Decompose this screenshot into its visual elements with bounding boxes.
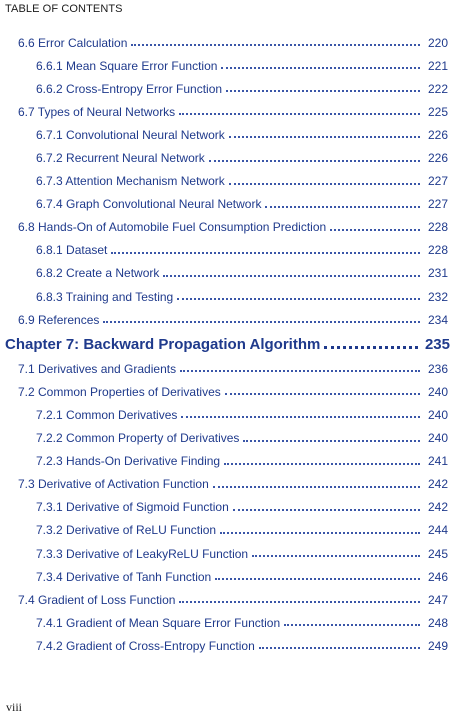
toc-entry-page: 240 [427,384,448,399]
toc-entry-page: 220 [427,35,448,50]
toc-entry-page: 225 [427,104,448,119]
toc-entry-page: 227 [427,174,448,189]
page-number: viii [6,700,23,714]
toc-entry-title: 6.7.3 Attention Mechanism Network [36,174,225,189]
toc-entry-title: 7.4.2 Gradient of Cross-Entropy Function [36,638,255,653]
dot-leader [243,431,420,442]
toc-entry[interactable] [0,100,461,123]
toc-entry-page: 228 [427,220,448,235]
toc-entry-page: 234 [427,312,448,327]
toc-entry[interactable] [0,262,461,285]
toc-entry-title: 6.6.2 Cross-Entropy Error Function [36,81,223,96]
toc-entry[interactable] [0,31,461,54]
toc-entry-page: 226 [427,127,448,142]
toc-entry[interactable] [0,380,461,403]
toc-entry[interactable] [0,565,461,588]
toc-entry-title: 7.4.1 Gradient of Mean Square Error Function [36,615,281,630]
toc-entry-page: 249 [427,638,448,653]
toc-entry-title: 7.3.1 Derivative of Sigmoid Function [36,500,229,515]
dot-leader [229,174,420,185]
toc-chapter-entry[interactable] [0,331,461,357]
toc-entry-title: 7.2.2 Common Property of Derivatives [36,431,240,446]
toc-entry-page: 228 [427,243,448,258]
toc-entry-page: 236 [427,361,448,376]
toc-entry[interactable] [0,542,461,565]
toc-entry[interactable] [0,239,461,262]
toc-entry-page: 242 [427,500,448,515]
toc-entry-page: 226 [427,151,448,166]
dot-leader [179,592,420,603]
toc-entry-title: 6.8.3 Training and Testing [36,289,174,304]
dot-leader [225,384,420,395]
toc-entry-page: 235 [424,335,450,353]
dot-leader [252,546,420,557]
toc-entry-page: 244 [427,523,448,538]
toc-entry-title: 7.2 Common Properties of Derivatives [18,384,221,399]
dot-leader [220,523,420,534]
toc-entry-title: 7.3.4 Derivative of Tanh Function [36,569,212,584]
toc-entry-title: 7.3 Derivative of Activation Function [18,477,209,492]
toc-entry[interactable] [0,496,461,519]
toc-entry-title: Chapter 7: Backward Propagation Algorithm [5,335,321,353]
toc-entry-page: 221 [427,58,448,73]
toc-entry[interactable] [0,450,461,473]
toc-entry[interactable] [0,54,461,77]
dot-leader [259,638,420,649]
dot-leader [181,407,420,418]
dot-leader [131,35,420,46]
toc-entry[interactable] [0,357,461,380]
toc-entry-page: 241 [427,454,448,469]
toc-entry-title: 6.7.4 Graph Convolutional Neural Network [36,197,262,212]
toc-entry-title: 6.7 Types of Neural Networks [18,104,176,119]
toc-entry-page: 227 [427,197,448,212]
toc-entry[interactable] [0,473,461,496]
toc-entry[interactable] [0,403,461,426]
toc-entry[interactable] [0,285,461,308]
toc-entry-title: 7.3.3 Derivative of LeakyReLU Function [36,546,249,561]
dot-leader [265,197,420,208]
dot-leader [226,81,420,92]
dot-leader [179,104,420,115]
dot-leader [177,289,420,300]
toc-entry-page: 240 [427,407,448,422]
dot-leader [330,220,420,231]
toc-entry-title: 6.8.1 Dataset [36,243,108,258]
toc-entry[interactable] [0,308,461,331]
toc-entry-page: 246 [427,569,448,584]
toc-entry[interactable] [0,427,461,450]
dot-leader [229,127,420,138]
toc-entry-title: 6.7.1 Convolutional Neural Network [36,127,225,142]
toc-entry-title: 6.8 Hands-On of Automobile Fuel Consumption Prediction [18,220,327,235]
toc-entry-title: 7.2.3 Hands-On Derivative Finding [36,454,221,469]
toc-entry[interactable] [0,216,461,239]
toc-entry-title: 6.6 Error Calculation [18,35,128,50]
toc-entry-title: 6.8.2 Create a Network [36,266,160,281]
toc-entry-page: 222 [427,81,448,96]
dot-leader [233,500,420,511]
toc-entry-title: 7.3.2 Derivative of ReLU Function [36,523,217,538]
toc-entry-title: 6.9 References [18,312,100,327]
dot-leader [215,569,420,580]
toc-entry-page: 247 [427,592,448,607]
toc-entry-page: 245 [427,546,448,561]
toc-entry-title: 6.6.1 Mean Square Error Function [36,58,218,73]
dot-leader [213,477,420,488]
toc-entry[interactable] [0,77,461,100]
toc-entry-page: 232 [427,289,448,304]
toc-entry-title: 7.1 Derivatives and Gradients [18,361,177,376]
toc-entry[interactable] [0,123,461,146]
toc-entry-page: 240 [427,431,448,446]
dot-leader [103,312,420,323]
dot-leader [209,151,420,162]
toc-entry[interactable] [0,170,461,193]
running-header: TABLE OF CONTENTS [5,3,123,15]
toc-entry[interactable] [0,611,461,634]
toc-entry[interactable] [0,193,461,216]
dot-leader [284,615,420,626]
toc-entry-page: 248 [427,615,448,630]
dot-leader [180,361,420,372]
toc-entry[interactable] [0,146,461,169]
dot-leader [324,336,418,349]
dot-leader [163,266,420,277]
toc-entry-title: 7.2.1 Common Derivatives [36,407,178,422]
toc-entry-page: 242 [427,477,448,492]
dot-leader [221,58,420,69]
table-of-contents [0,31,461,657]
toc-entry[interactable] [0,588,461,611]
toc-entry[interactable] [0,519,461,542]
toc-entry-title: 6.7.2 Recurrent Neural Network [36,151,205,166]
dot-leader [224,454,420,465]
toc-entry-page: 231 [427,266,448,281]
dot-leader [111,243,420,254]
toc-entry[interactable] [0,634,461,657]
toc-entry-title: 7.4 Gradient of Loss Function [18,592,176,607]
